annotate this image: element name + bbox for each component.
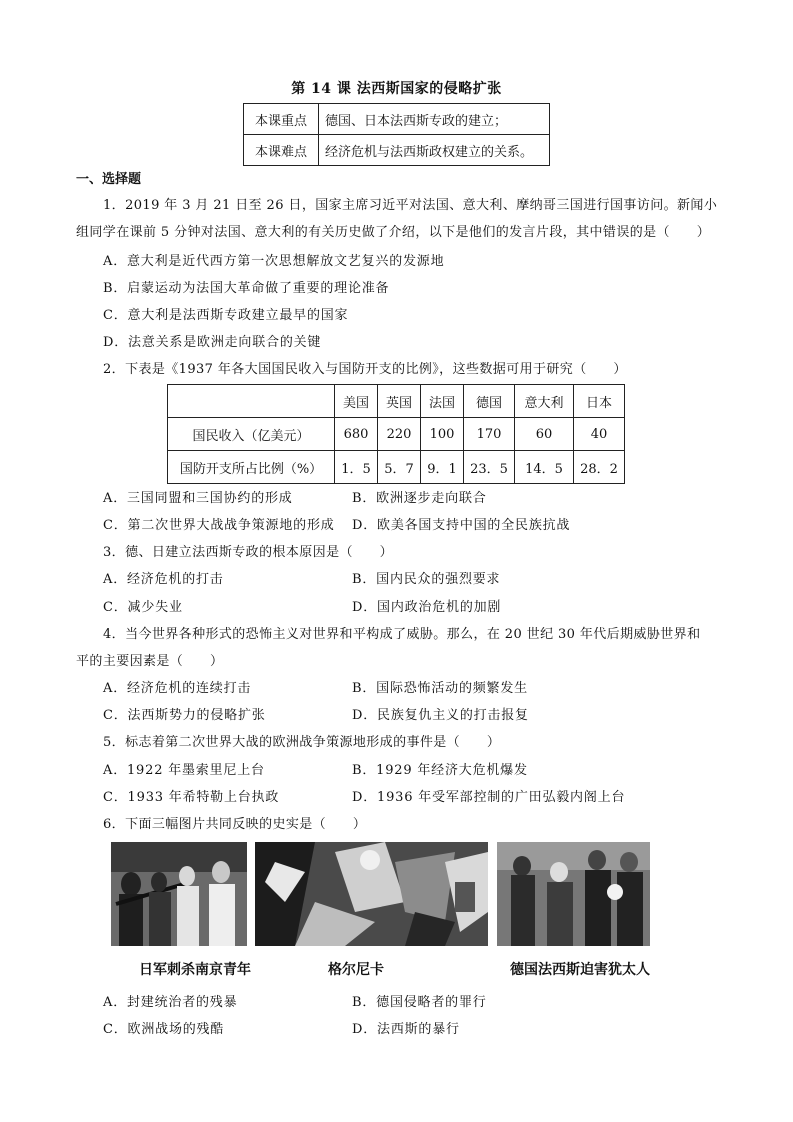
- table-header-cell: 美国: [335, 385, 378, 418]
- question-6-option-c[interactable]: C．欧洲战场的残酷: [103, 1022, 225, 1037]
- table-header-cell: 英国: [378, 385, 421, 418]
- key-point-value: 德国、日本法西斯专政的建立；: [319, 104, 550, 135]
- question-6-text: 6．下面三幅图片共同反映的史实是（ ）: [103, 817, 367, 832]
- table-header-cell: 意大利: [515, 385, 574, 418]
- table-cell: 100: [421, 418, 464, 451]
- question-3-option-b[interactable]: B．国内民众的强烈要求: [352, 572, 501, 587]
- page-title: 第 14 课 法西斯国家的侵略扩张: [291, 81, 502, 97]
- key-point-row: [244, 104, 550, 135]
- question-3-option-c[interactable]: C．减少失业: [103, 600, 183, 615]
- question-4-option-a[interactable]: A．经济危机的连续打击: [103, 681, 252, 696]
- question-1-option-b[interactable]: B．启蒙运动为法国大革命做了重要的理论准备: [103, 281, 390, 296]
- guernica-painting: [255, 842, 488, 946]
- question-5-option-b[interactable]: B．1929 年经济大危机爆发: [352, 763, 528, 778]
- table-cell: 23．5: [464, 451, 515, 484]
- photo-caption-2: 格尔尼卡: [328, 962, 384, 978]
- question-2-text: 2．下表是《1937 年各大国国民收入与国防开支的比例》，这些数据可用于研究（ ）: [103, 362, 627, 377]
- section-title: 一、选择题: [76, 172, 142, 187]
- table-cell: 9．1: [421, 451, 464, 484]
- question-1-option-c[interactable]: C．意大利是法西斯专政建立最早的国家: [103, 308, 349, 323]
- table-cell: 170: [464, 418, 515, 451]
- key-point-value: 经济危机与法西斯政权建立的关系。: [319, 135, 550, 166]
- question-5-option-d[interactable]: D．1936 年受军部控制的广田弘毅内阁上台: [352, 790, 626, 805]
- question-6-option-d[interactable]: D．法西斯的暴行: [352, 1022, 460, 1037]
- question-2-option-d[interactable]: D．欧美各国支持中国的全民族抗战: [352, 518, 571, 533]
- question-4-text: 4．当今世界各种形式的恐怖主义对世界和平构成了威胁。那么，在 20 世纪 30 年代后期威胁世界和: [103, 627, 701, 642]
- question-1-option-d[interactable]: D．法意关系是欧洲走向联合的关键: [103, 335, 322, 350]
- question-3-text: 3．德、日建立法西斯专政的根本原因是（ ）: [103, 545, 394, 560]
- question-5-option-a[interactable]: A．1922 年墨索里尼上台: [103, 763, 265, 778]
- table-cell: 60: [515, 418, 574, 451]
- table-header-cell: 法国: [421, 385, 464, 418]
- question-4-option-b[interactable]: B．国际恐怖活动的频繁发生: [352, 681, 528, 696]
- income-defense-table: [167, 384, 625, 484]
- question-3-option-a[interactable]: A．经济危机的打击: [103, 572, 224, 587]
- table-header-cell: 日本: [574, 385, 625, 418]
- question-2-option-c[interactable]: C．第二次世界大战战争策源地的形成: [103, 518, 335, 533]
- key-point-label: 本课难点: [244, 135, 319, 166]
- nanjing-photo: [111, 842, 247, 946]
- table-row: [168, 418, 625, 451]
- table-cell: 40: [574, 418, 625, 451]
- question-4-text-cont: 平的主要因素是（ ）: [76, 654, 224, 669]
- table-header-cell: 德国: [464, 385, 515, 418]
- key-point-label: 本课重点: [244, 104, 319, 135]
- persecution-photo: [497, 842, 650, 946]
- key-point-row: [244, 135, 550, 166]
- question-3-option-d[interactable]: D．国内政治危机的加剧: [352, 600, 502, 615]
- table-cell: 5．7: [378, 451, 421, 484]
- question-6-option-b[interactable]: B．德国侵略者的罪行: [352, 995, 487, 1010]
- table-cell: 28．2: [574, 451, 625, 484]
- table-header-row: [168, 385, 625, 418]
- question-1-text: 1．2019 年 3 月 21 日至 26 日，国家主席习近平对法国、意大利、摩纳哥三国进行国事访问。新闻小: [103, 198, 718, 213]
- question-4-option-c[interactable]: C．法西斯势力的侵略扩张: [103, 708, 266, 723]
- question-5-option-c[interactable]: C．1933 年希特勒上台执政: [103, 790, 280, 805]
- question-2-option-a[interactable]: A．三国同盟和三国协约的形成: [103, 491, 293, 506]
- photo-caption-3: 德国法西斯迫害犹太人: [510, 962, 650, 978]
- key-points-table: [243, 103, 550, 166]
- question-2-option-b[interactable]: B．欧洲逐步走向联合: [352, 491, 487, 506]
- photo-caption-1: 日军刺杀南京青年: [139, 962, 251, 978]
- table-cell: 14．5: [515, 451, 574, 484]
- table-cell: 680: [335, 418, 378, 451]
- question-1-option-a[interactable]: A．意大利是近代西方第一次思想解放文艺复兴的发源地: [103, 254, 445, 269]
- table-cell: 国民收入（亿美元）: [168, 418, 335, 451]
- question-4-option-d[interactable]: D．民族复仇主义的打击报复: [352, 708, 529, 723]
- table-cell: 220: [378, 418, 421, 451]
- table-header-cell: [168, 385, 335, 418]
- question-5-text: 5．标志着第二次世界大战的欧洲战争策源地形成的事件是（ ）: [103, 735, 501, 750]
- table-cell: 1．5: [335, 451, 378, 484]
- table-row: [168, 451, 625, 484]
- question-6-option-a[interactable]: A．封建统治者的残暴: [103, 995, 238, 1010]
- question-1-text-cont: 组同学在课前 5 分钟对法国、意大利的有关历史做了介绍，以下是他们的发言片段，其中错误的是（ ）: [76, 225, 711, 240]
- table-cell: 国防开支所占比例（%）: [168, 451, 335, 484]
